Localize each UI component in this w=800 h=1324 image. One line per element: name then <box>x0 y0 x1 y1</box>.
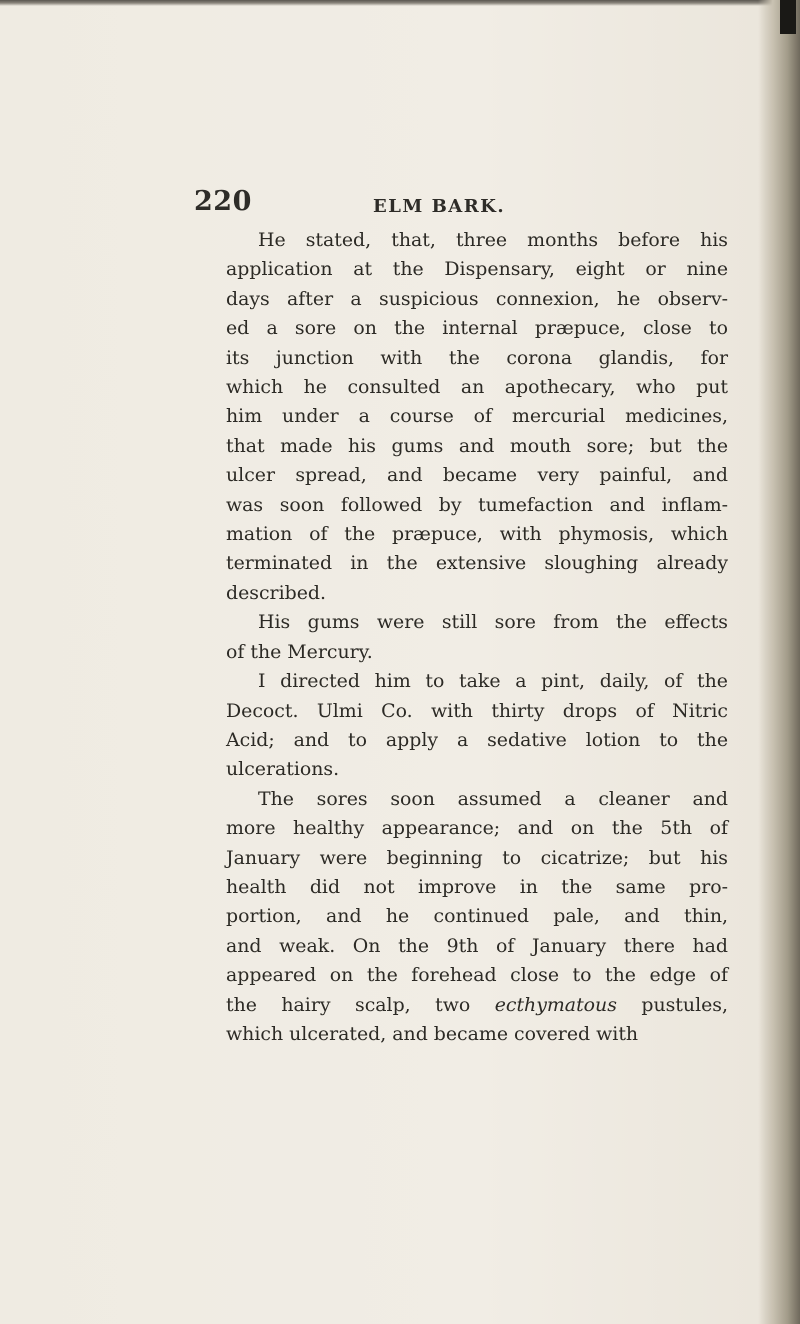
text-line: more healthy appearance; and on the 5th of <box>226 817 728 840</box>
text-line-mixed <box>226 991 728 1020</box>
text-line: Acid; and to apply a sedative lotion to the <box>226 728 728 751</box>
text-line: I directed him to take a pint, daily, of the <box>258 670 728 693</box>
text-segment: the hairy scalp, two <box>226 993 495 1016</box>
text-line: which ulcerated, and became covered with <box>226 1022 639 1045</box>
italic-term: ecthymatous <box>494 993 617 1016</box>
text-line: of the Mercury. <box>226 640 373 663</box>
text-line: His gums were still sore from the effects <box>258 611 728 634</box>
text-line: health did not improve in the same pro- <box>226 875 728 898</box>
text-line: appeared on the forehead close to the edge of <box>226 964 728 987</box>
text-line: terminated in the extensive sloughing already <box>226 552 728 575</box>
text-line: Decoct. Ulmi Co. with thirty drops of Nitric <box>226 699 728 722</box>
running-head: ELM BARK. <box>373 196 506 217</box>
page-top-edge <box>0 0 800 6</box>
text-line: He stated, that, three months before his <box>258 229 728 251</box>
page-number: 220 <box>194 186 252 217</box>
text-line: days after a suspicious connexion, he observ- <box>226 287 728 310</box>
text-line: ulcer spread, and became very painful, and <box>226 464 728 487</box>
text-line: which he consulted an apothecary, who put <box>226 376 728 399</box>
page-right-edge <box>758 0 800 1324</box>
text-line: portion, and he continued pale, and thin, <box>226 905 728 928</box>
text-line: its junction with the corona glandis, for <box>226 346 728 369</box>
text-line: January were beginning to cicatrize; but his <box>226 846 728 869</box>
body-text <box>226 226 728 1049</box>
text-line: that made his gums and mouth sore; but the <box>226 434 728 457</box>
text-line: ed a sore on the internal præpuce, close to <box>226 317 728 340</box>
text-line: described. <box>226 581 326 604</box>
text-line: was soon followed by tumefaction and inflam- <box>226 493 728 516</box>
text-line: application at the Dispensary, eight or nine <box>226 258 728 281</box>
text-line: mation of the præpuce, with phymosis, which <box>226 523 728 546</box>
text-line: ulcerations. <box>226 758 340 781</box>
text-segment: pustules, <box>616 993 728 1016</box>
text-line: The sores soon assumed a cleaner and <box>258 787 728 810</box>
text-line: him under a course of mercurial medicines, <box>226 405 728 428</box>
page-corner-mark <box>780 0 796 34</box>
text-line: and weak. On the 9th of January there had <box>226 934 728 957</box>
